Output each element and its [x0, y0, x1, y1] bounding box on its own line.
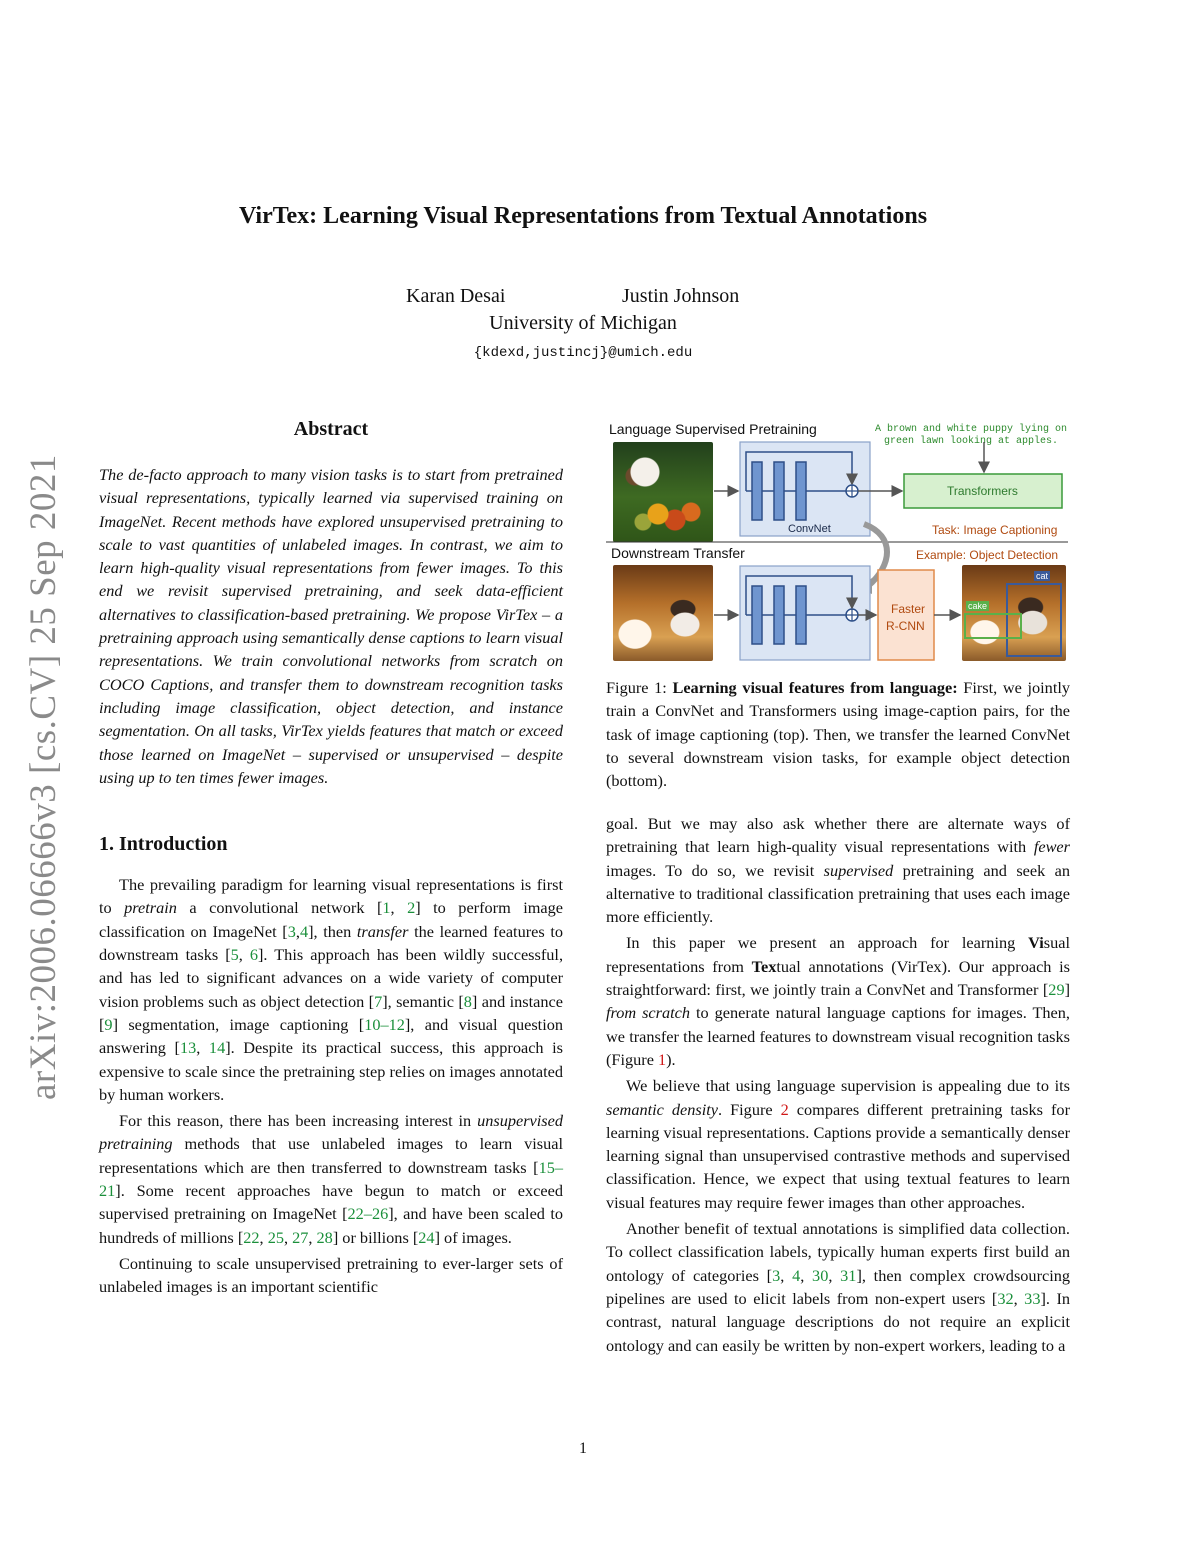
figure-label-pretraining: Language Supervised Pretraining [609, 421, 817, 437]
paragraph: For this reason, there has been increasing interest in unsupervised pretraining methods that use unlabeled images to learn visual representations which are then transferred to downstream tasks [15–21]. Some recent approaches have begun to match or exceed supervised pretraining on ImageNet [22–26], and have been scaled to hundreds of millions [22, 25, 27, 28] or billions [24] of images. [99, 1111, 564, 1247]
detection-label: cake [968, 601, 988, 611]
citation-link[interactable]: 7 [374, 991, 383, 1011]
citation-link[interactable]: 8 [463, 991, 472, 1011]
convnet-label: ConvNet [788, 523, 831, 535]
figure-label-transfer: Downstream Transfer [611, 545, 745, 561]
citation-link[interactable]: 27 [292, 1227, 309, 1247]
figure-example-caption: A brown and white puppy lying on green lawn looking at apples. [874, 424, 1068, 447]
citation-link[interactable]: 28 [316, 1227, 333, 1247]
paragraph: goal. But we may also ask whether there are alternate ways of pretraining that learn high-quality visual representations with fewer images. To do so, we revisit supervised pretraining and seek an alternative to traditional classification pretraining that uses each image more efficiently. [606, 814, 1070, 927]
citation-link[interactable]: 9 [104, 1014, 113, 1034]
figure-caption: Figure 1: Learning visual features from language: First, we jointly train a ConvNet and Transformers using image-caption pairs, for the task of image captioning (top). Then, we transfer the learned ConvNet to several downstream vision tasks, for example object detection (bottom). [606, 678, 1071, 791]
citation-link[interactable]: 25 [267, 1227, 284, 1247]
task-label: Task: Image Captioning [932, 523, 1058, 537]
abstract-text: The de-facto approach to many vision tasks is to start from pretrained visual representations, typically learned via supervised training on ImageNet. Recent methods have explored unsupervised pretraining to scale to vast quantities of unlabeled images. In contrast, we aim to learn high-quality visual representations from fewer images. To this end we revisit supervised pretraining, and seek data-efficient alternatives to classification-based pretraining. We propose VirTex – a pretraining approach using semantically dense captions to learn visual representations. We train convolutional networks from scratch on COCO Captions, and transfer them to downstream recognition tasks including image classification, object detection, and instance segmentation. On all tasks, VirTex yields features that match or exceed those learned on ImageNet – supervised or unsupervised – despite using up to ten times fewer images. [99, 465, 563, 787]
citation-link[interactable]: 22 [243, 1227, 260, 1247]
right-column [606, 812, 1070, 1360]
detection-label: cat [1036, 571, 1049, 581]
paragraph: Continuing to scale unsupervised pretraining to ever-larger sets of unlabeled images is an important scientific [99, 1253, 563, 1297]
paper-title: VirTex: Learning Visual Representations from Textual Annotations [238, 203, 928, 229]
citation-link[interactable]: 10–12 [364, 1014, 405, 1034]
citation-link[interactable]: 1 [382, 898, 391, 918]
author-email: {kdexd,justincj}@umich.edu [473, 345, 693, 361]
citation-link[interactable]: 2 [407, 898, 416, 918]
citation-link[interactable]: 29 [1048, 980, 1065, 1000]
citation-link[interactable]: 3 [772, 1265, 781, 1285]
cat-photo [613, 565, 713, 661]
abstract-heading: Abstract [293, 418, 369, 440]
citation-link[interactable]: 24 [418, 1227, 435, 1247]
citation-link[interactable]: 3 [287, 921, 296, 941]
citation-link[interactable]: 13 [179, 1038, 197, 1058]
left-column [99, 418, 563, 1302]
faster-rcnn-label: R-CNN [886, 619, 925, 633]
citation-link[interactable]: 4 [792, 1265, 801, 1285]
citation-link[interactable]: 5 [230, 945, 239, 965]
affiliation: University of Michigan [489, 312, 677, 334]
detection-box-cake [964, 613, 1022, 639]
citation-link[interactable]: 33 [1024, 1288, 1041, 1308]
citation-link[interactable]: 4 [299, 921, 309, 941]
citation-link[interactable]: 31 [840, 1265, 857, 1285]
citation-link[interactable]: 15–21 [99, 1157, 563, 1201]
figure-1 [606, 416, 1068, 664]
citation-link[interactable]: 22–26 [347, 1204, 389, 1224]
arxiv-stamp: arXiv:2006.06666v3 [cs.CV] 25 Sep 2021 [23, 454, 64, 1100]
detection-photo [962, 565, 1066, 661]
example-label: Example: Object Detection [916, 548, 1059, 562]
figure-ref-link[interactable]: 2 [780, 1099, 789, 1119]
section-heading: 1. Introduction [99, 833, 228, 856]
paragraph: The prevailing paradigm for learning visual representations is first to pretrain a convolutional network [1, 2] to perform image classification on ImageNet [3,4], then transfer the learned features to downstream tasks [5, 6]. This approach has been wildly successful, and has led to significant advances on a wide variety of computer vision problems such as object detection [7], semantic [8] and instance [9] segmentation, image captioning [10–12], and visual question answering [13, 14]. Despite its practical success, this approach is expensive to scale since the pretraining step relies on images annotated by human workers. [99, 875, 564, 1104]
author-name: Karan Desai [406, 285, 506, 307]
citation-link[interactable]: 32 [997, 1288, 1014, 1308]
citation-link[interactable]: 30 [812, 1265, 829, 1285]
citation-link[interactable]: 14 [208, 1038, 226, 1058]
transformers-label: Transformers [947, 484, 1018, 498]
paragraph: Another benefit of textual annotations is simplified data collection. To collect classification labels, typically human experts first build an ontology of categories [3, 4, 30, 31], then complex crowdsourcing pipelines are used to elicit labels from non-expert users [32, 33]. In contrast, natural language descriptions do not require an explicit ontology and can easily be written by non-expert workers, leading to a [606, 1219, 1071, 1355]
author-name: Justin Johnson [622, 285, 740, 307]
paragraph: We believe that using language supervision is appealing due to its semantic density. Figure 2 compares different pretraining tasks for learning visual representations. Captions provide a semantically denser learning signal than unsupervised contrastive methods and supervised classification. Hence, we expect that using textual features to learn visual features may require fewer images than other approaches. [606, 1076, 1070, 1212]
faster-rcnn-label: Faster [891, 602, 926, 616]
figure-ref-link[interactable]: 1 [658, 1049, 667, 1069]
page-number: 1 [579, 1440, 587, 1457]
citation-link[interactable]: 6 [249, 945, 259, 965]
paragraph: In this paper we present an approach for learning Visual representations from Textual annotations (VirTex). Our approach is straightforward: first, we jointly train a ConvNet and Transformer [29] from scratch to generate natural language captions for images. Then, we transfer the learned features to downstream visual recognition tasks (Figure 1). [606, 933, 1071, 1069]
